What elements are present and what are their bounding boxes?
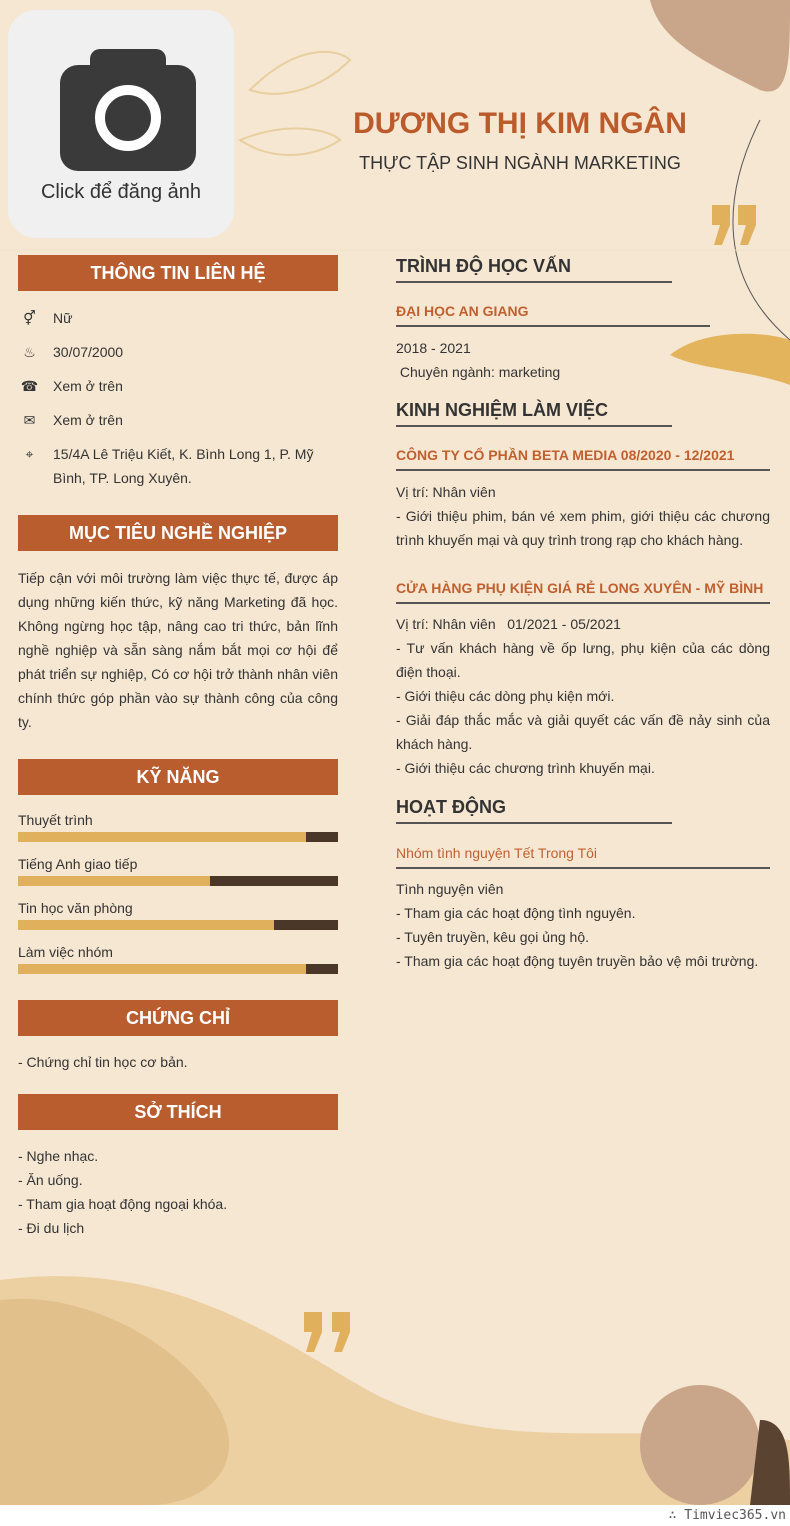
mail-icon: ✉ <box>23 412 36 428</box>
gender-icon: ⚥ <box>23 310 36 326</box>
gender-value: Nữ <box>53 310 73 326</box>
education-years: 2018 - 2021 <box>396 340 471 356</box>
objective-heading: MỤC TIÊU NGHỀ NGHIỆP <box>18 515 338 551</box>
skill-bar-fill <box>18 964 306 974</box>
address-value: 15/4A Lê Triệu Kiết, K. Bình Long 1, P. Mỹ Bình, TP. Long Xuyên. <box>53 446 314 486</box>
address-row <box>18 442 338 490</box>
job-position: Vị trí: Nhân viên <box>396 484 496 500</box>
skill-bar <box>18 876 338 886</box>
activity-item: - Tham gia các hoạt động tuyên truyền bảo vệ môi trường. <box>396 953 759 969</box>
email-value: Xem ở trên <box>53 412 123 428</box>
skill-label: Tin học văn phòng <box>18 900 133 916</box>
left-column <box>18 255 338 1240</box>
job-duty: - Giải đáp thắc mắc và giải quyết các vấn đề nảy sinh của khách hàng. <box>396 712 770 752</box>
dob-row <box>18 340 338 364</box>
gender-row <box>18 306 338 330</box>
hobby-item: - Ăn uống. <box>18 1172 83 1188</box>
activity-org: Nhóm tình nguyện Tết Trong Tôi <box>396 845 770 869</box>
cert-item: - Chứng chỉ tin học cơ bản. <box>18 1054 188 1070</box>
bottom-decoration <box>0 1260 790 1505</box>
skill-bar <box>18 832 338 842</box>
phone-value: Xem ở trên <box>53 378 123 394</box>
dob-value: 30/07/2000 <box>53 344 124 360</box>
skill-bar <box>18 964 338 974</box>
hobby-item: - Đi du lịch <box>18 1220 85 1236</box>
job-duty: - Giới thiệu phim, bán vé xem phim, giới thiệu các chương trình khuyến mại và quy trình trong rạp cho khách hàng. <box>396 508 770 548</box>
birthday-cake-icon: ♨ <box>23 344 36 360</box>
photo-upload-label: Click để đăng ảnh <box>40 181 202 203</box>
job-duty: - Giới thiệu các dòng phụ kiện mới. <box>396 688 615 704</box>
watermark: ∴ Timviec365.vn <box>668 1508 786 1523</box>
education-heading: TRÌNH ĐỘ HỌC VẤN <box>396 255 672 283</box>
activity-item: - Tuyên truyền, kêu gọi ủng hộ. <box>396 929 590 945</box>
education-major: Chuyên ngành: marketing <box>396 364 561 380</box>
school-name: ĐẠI HỌC AN GIANG <box>396 303 710 327</box>
job-position: Vị trí: Nhân viên 01/2021 - 05/2021 <box>396 616 621 632</box>
hobby-item: - Tham gia hoạt động ngoại khóa. <box>18 1196 228 1212</box>
hobby-item: - Nghe nhạc. <box>18 1148 99 1164</box>
job-duty: - Giới thiệu các chương trình khuyến mại. <box>396 760 655 776</box>
camera-icon <box>60 45 196 171</box>
skill-bar <box>18 920 338 930</box>
job-company: CỬA HÀNG PHỤ KIỆN GIÁ RẺ LONG XUYÊN - MỸ BÌNH <box>396 580 770 604</box>
location-pin-icon: ⌖ <box>25 446 34 462</box>
skill-label: Làm việc nhóm <box>18 944 113 960</box>
skill-bar-fill <box>18 920 274 930</box>
skills-heading: KỸ NĂNG <box>18 759 338 795</box>
job-company: CÔNG TY CỔ PHẦN BETA MEDIA 08/2020 - 12/2021 <box>396 447 770 471</box>
email-row <box>18 408 338 432</box>
skills-list <box>18 811 338 987</box>
experience-heading: KINH NGHIỆM LÀM VIỆC <box>396 399 672 427</box>
skill-bar-fill <box>18 876 210 886</box>
photo-upload[interactable] <box>8 10 234 238</box>
skill-label: Tiếng Anh giao tiếp <box>18 856 138 872</box>
candidate-name: DƯƠNG THỊ KIM NGÂN <box>353 107 687 140</box>
activities-heading: HOẠT ĐỘNG <box>396 796 672 824</box>
activity-role: Tình nguyện viên <box>396 881 504 897</box>
job-details <box>396 480 770 552</box>
skill-bar-fill <box>18 832 306 842</box>
objective-text: Tiếp cận với môi trường làm việc thực tế, được áp dụng những kiến thức, kỹ năng Marketing đã học. Không ngừng học tập, nâng cao tri thức, bản lĩnh nghề nghiệp và sẵn sàng nắm bắt mọi cơ hội để phát triển sự nghiệp, Có cơ hội trở thành nhân viên chính thức góp phần vào sự thành công của công ty. <box>18 570 338 730</box>
activity-item: - Tham gia các hoạt động tình nguyên. <box>396 905 636 921</box>
job-details <box>396 612 770 780</box>
skill-label: Thuyết trình <box>18 812 93 828</box>
right-column <box>396 255 770 973</box>
hobby-list <box>18 1144 338 1240</box>
activity-details <box>396 877 770 973</box>
phone-row <box>18 374 338 398</box>
job-duty: - Tư vấn khách hàng về ốp lưng, phụ kiện của các dòng điện thoại. <box>396 640 770 680</box>
candidate-role: THỰC TẬP SINH NGÀNH MARKETING <box>359 153 681 173</box>
phone-icon: ☎ <box>20 378 39 394</box>
certs-heading: CHỨNG CHỈ <box>18 1000 338 1036</box>
contact-heading: THÔNG TIN LIÊN HỆ <box>18 255 338 291</box>
hobbies-heading: SỞ THÍCH <box>18 1094 338 1130</box>
